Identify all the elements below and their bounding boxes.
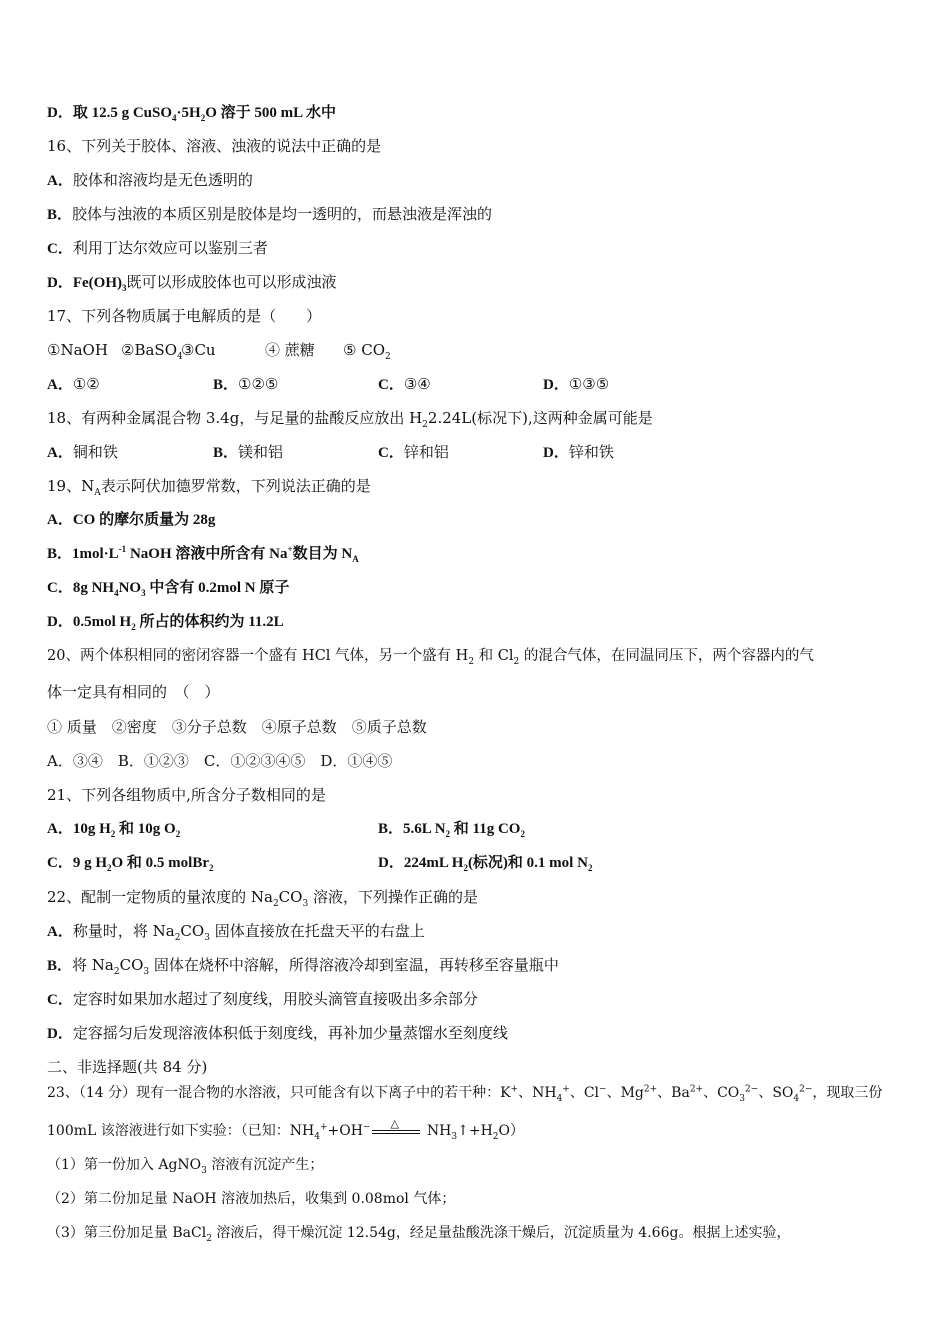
text: 定容时如果加水超过了刻度线，用胶头滴管直接吸出多余部分: [72, 990, 478, 1008]
text: 固体在烧杯中溶解，所得溶液冷却到室温，再转移至容量瓶中: [149, 956, 559, 974]
option-label: B．: [47, 958, 73, 974]
text: 铜和铁: [72, 443, 118, 461]
q22-option-c: [47, 989, 478, 1010]
item: ④ 蔗糖: [265, 341, 315, 359]
q18-stem: [47, 408, 653, 428]
sub: 2: [113, 967, 120, 977]
option-label: C．: [47, 580, 73, 596]
sup: +: [287, 544, 293, 554]
text: ·5H: [176, 105, 201, 121]
q22-option-d: [47, 1023, 508, 1044]
option-label: C．: [47, 992, 73, 1008]
text: 22、配制一定物质的量浓度的 Na: [47, 888, 273, 906]
text: （3）第三份加足量 BaCl: [47, 1225, 207, 1241]
text: 利用丁达尔效应可以鉴别三者: [72, 239, 268, 257]
text: O 和 0.5 molBr: [111, 855, 210, 871]
sub: 2: [107, 863, 112, 873]
option-label: D．: [543, 445, 569, 461]
text: 表示阿伏加德罗常数，下列说法正确的是: [100, 477, 371, 495]
text: ，现取三份: [812, 1085, 883, 1101]
ion: [532, 1084, 570, 1104]
option-label: D．: [47, 614, 73, 630]
sup: 2−: [799, 1084, 813, 1095]
q23-step-3: [47, 1223, 790, 1243]
text: NH: [532, 1085, 557, 1101]
q20-stem-cont: 体一定具有相同的 （ ）: [47, 683, 220, 701]
text: 0.5mol H: [72, 614, 132, 630]
sub: 2: [445, 829, 451, 839]
text: +OH: [327, 1123, 363, 1139]
sub: 4: [793, 1093, 800, 1104]
text: 定容摇匀后发现溶液体积低于刻度线，再补加少量蒸馏水至刻度线: [72, 1024, 508, 1042]
sub: 2: [131, 622, 136, 632]
text: Ba: [671, 1085, 690, 1101]
option-a: [47, 374, 100, 395]
text: ↑+H: [457, 1123, 493, 1139]
sub: 3: [201, 1165, 207, 1176]
text: CO: [180, 922, 205, 940]
q15-option-d: [47, 102, 336, 123]
option-d: [543, 374, 609, 395]
option-label: B．: [213, 377, 239, 393]
option-c: [378, 442, 449, 463]
text: 224mL H: [403, 855, 464, 871]
text: 固体直接放在托盘天平的右盘上: [209, 922, 425, 940]
sub: A: [352, 554, 359, 564]
text: 19、N: [47, 477, 95, 495]
text: Fe(OH): [72, 275, 122, 291]
sup: +: [510, 1084, 519, 1095]
option-label: D．: [47, 275, 73, 291]
q23-step-2: （2）第二份加足量 NaOH 溶液加热后，收集到 0.08mol 气体；: [47, 1191, 456, 1207]
option-b: [213, 442, 283, 463]
text: （1）第一份加入 AgNO: [47, 1157, 202, 1173]
option-c: [47, 853, 214, 873]
text: 溶液有沉淀产生；: [206, 1157, 324, 1173]
sub: 4: [177, 352, 183, 362]
text: 100mL 该溶液进行如下实验：（已知：NH: [47, 1123, 315, 1139]
option-label: A．: [47, 173, 73, 189]
sup: +: [319, 1122, 328, 1133]
sub: 2: [468, 656, 475, 667]
option-label: C．: [47, 855, 73, 871]
ion: [500, 1085, 518, 1101]
item: [121, 340, 183, 360]
text: CO: [119, 956, 144, 974]
item: ①NaOH: [47, 341, 108, 359]
option-a: [47, 819, 180, 839]
text: NO: [118, 580, 142, 596]
text: 8g NH: [72, 580, 115, 596]
text: 23、（14 分）现有一混合物的水溶液，只可能含有以下离子中的若干种：: [47, 1085, 501, 1101]
text: 既可以形成胶体也可以形成浊液: [126, 273, 337, 291]
sup: −: [599, 1084, 607, 1095]
q22-option-a: [47, 921, 425, 942]
sub: 2: [492, 1131, 499, 1142]
option-d: [543, 442, 614, 463]
sub: 3: [143, 967, 150, 977]
text: SO: [772, 1085, 794, 1101]
sub: 4: [556, 1093, 563, 1104]
sub: 2: [422, 420, 428, 430]
q22-option-b: [47, 955, 559, 976]
text: 和 10g O: [115, 821, 176, 837]
text: 锌和铁: [568, 443, 614, 461]
text: 20、两个体积相同的密闭容器一个盛有 HCl 气体，另一个盛有 H: [47, 648, 469, 664]
sup: +: [562, 1084, 570, 1095]
text: 和 11g CO: [450, 821, 521, 837]
q23-step-1: [47, 1155, 323, 1175]
q16-stem: 16、下列关于胶体、溶液、浊液的说法中正确的是: [47, 137, 382, 155]
q19-stem: [47, 476, 371, 496]
option-label: A．: [47, 377, 73, 393]
sub: 3: [451, 1131, 458, 1142]
sub: 3: [302, 899, 309, 909]
sub: 2: [520, 829, 525, 839]
text: 的混合气体，在同温同压下，两个容器内的气: [519, 648, 814, 664]
sub: 4: [172, 113, 177, 123]
delta-icon: △: [390, 1117, 399, 1130]
option-label: D．: [543, 377, 569, 393]
option-label: C．: [378, 377, 404, 393]
option-label: D．: [47, 1026, 73, 1042]
option-label: B．: [378, 821, 404, 837]
text: ①②⑤: [238, 375, 279, 393]
option-a: [47, 442, 118, 463]
sup: −: [362, 1122, 371, 1133]
text: O 溶于 500 mL 水中: [205, 105, 337, 121]
sub: 2: [209, 863, 214, 873]
text: 称量时，将 Na: [72, 922, 175, 940]
sub: A: [94, 488, 101, 498]
text: K: [500, 1085, 511, 1101]
option-label: A．: [47, 445, 73, 461]
q20-stem: [47, 646, 814, 666]
text: 取 12.5 g CuSO: [72, 105, 173, 121]
q20-items: ① 质量 ②密度 ③分子总数 ④原子总数 ⑤质子总数: [47, 718, 427, 736]
option-label: B．: [213, 445, 239, 461]
option-label: D．: [378, 855, 404, 871]
text: Mg: [620, 1085, 644, 1101]
sub: 4: [314, 1131, 320, 1142]
text: CO: [278, 888, 303, 906]
q17-stem: 17、下列各物质属于电解质的是（ ）: [47, 307, 322, 325]
text: 胶体与浊液的本质区别是胶体是均一透明的，而悬浊液是浑浊的: [72, 205, 493, 223]
text: NaOH 溶液中所含有 Na: [126, 546, 288, 562]
q16-option-c: [47, 238, 268, 259]
text: ①②: [72, 375, 100, 393]
text: ③④: [403, 375, 431, 393]
text: 和 Cl: [474, 648, 514, 664]
option-label: A．: [47, 924, 73, 940]
option-c: [378, 374, 431, 395]
text: 溶液后，得干燥沉淀 12.54g，经足量盐酸洗涤干燥后，沉淀质量为 4.66g。根据上述实验，: [211, 1225, 791, 1241]
sub: 3: [204, 933, 210, 943]
sub: 2: [385, 352, 391, 362]
text: Cl: [583, 1085, 600, 1101]
option-label: C．: [378, 445, 404, 461]
text: 将 Na: [72, 956, 114, 974]
ion: [772, 1084, 813, 1104]
option-label: A．: [47, 821, 73, 837]
sub: 2: [272, 899, 279, 909]
text: 锌和铝: [403, 443, 449, 461]
text: NH: [422, 1123, 452, 1139]
option-label: D．: [47, 105, 73, 121]
q19-option-d: [47, 612, 284, 632]
q22-stem: [47, 887, 478, 907]
option-label: B．: [47, 546, 73, 562]
text: ①③⑤: [568, 375, 610, 393]
option-label: A．: [47, 512, 73, 528]
text: O）: [498, 1123, 524, 1139]
sub: 2: [174, 933, 181, 943]
sub: 3: [122, 283, 127, 293]
q16-option-b: [47, 204, 492, 225]
text: ②BaSO: [121, 341, 177, 359]
q19-option-a: [47, 510, 215, 530]
sub: 2: [513, 656, 520, 667]
item: ③Cu: [181, 341, 216, 359]
sub: 2: [200, 113, 206, 123]
sub: 2: [463, 863, 468, 873]
text: 2.24L(标况下),这两种金属可能是: [427, 409, 653, 427]
sub: 4: [114, 588, 119, 598]
q16-option-d: [47, 272, 337, 293]
text: 9 g H: [72, 855, 108, 871]
sup: -1: [118, 544, 127, 554]
option-b: [378, 819, 525, 839]
item: [343, 340, 391, 360]
text: 中含有 0.2mol N 原子: [145, 580, 290, 596]
text: CO 的摩尔质量为 28g: [72, 512, 216, 528]
sup: 2+: [643, 1084, 658, 1095]
q16-option-a: [47, 170, 253, 191]
sub: 3: [739, 1093, 746, 1104]
option-b: [213, 374, 278, 395]
sub: 2: [175, 829, 181, 839]
section-heading: 二、非选择题(共 84 分): [47, 1058, 208, 1076]
text: (标况)和 0.1 mol N: [467, 855, 588, 871]
text: 5.6L N: [403, 821, 446, 837]
q19-option-c: [47, 578, 289, 598]
text: 18、有两种金属混合物 3.4g，与足量的盐酸反应放出 H: [47, 409, 423, 427]
q20-options: A．③④ B．①②③ C．①②③④⑤ D．①④⑤: [47, 752, 393, 770]
text: ⑤ CO: [343, 341, 385, 359]
option-d: [378, 853, 592, 873]
text: 数目为 N: [292, 546, 353, 562]
option-label: C．: [47, 241, 73, 257]
q23-stem: 23、（14 分）现有一混合物的水溶液，只可能含有以下离子中的若干种：K+、$NH_4^+$、Cl−、$Mg^{2+}$、$Ba^{2+}$、$CO_3^{2-}$、$SO_4^{2-}$，现取三份: [47, 1084, 883, 1104]
sub: 2: [206, 1233, 212, 1244]
ion: [717, 1084, 759, 1104]
sup: 2−: [745, 1084, 759, 1095]
sub: 2: [587, 863, 593, 873]
text: 1mol·L: [72, 546, 119, 562]
q23-stem-cont: [47, 1117, 524, 1142]
heating-equals-sign-icon: [370, 1117, 422, 1137]
text: 镁和铝: [238, 443, 284, 461]
text: 10g H: [72, 821, 111, 837]
sub: 2: [110, 829, 116, 839]
option-label: B．: [47, 207, 73, 223]
ion: [584, 1085, 607, 1101]
text: 所占的体积约为 11.2L: [135, 614, 284, 630]
ion: [671, 1085, 703, 1101]
q21-stem: 21、下列各组物质中,所含分子数相同的是: [47, 786, 326, 804]
text: 胶体和溶液均是无色透明的: [72, 171, 253, 189]
sub: 3: [141, 588, 146, 598]
text: 溶液，下列操作正确的是: [308, 888, 478, 906]
text: CO: [717, 1085, 740, 1101]
q19-option-b: [47, 544, 359, 564]
ion: [621, 1085, 658, 1101]
sup: 2+: [689, 1084, 704, 1095]
